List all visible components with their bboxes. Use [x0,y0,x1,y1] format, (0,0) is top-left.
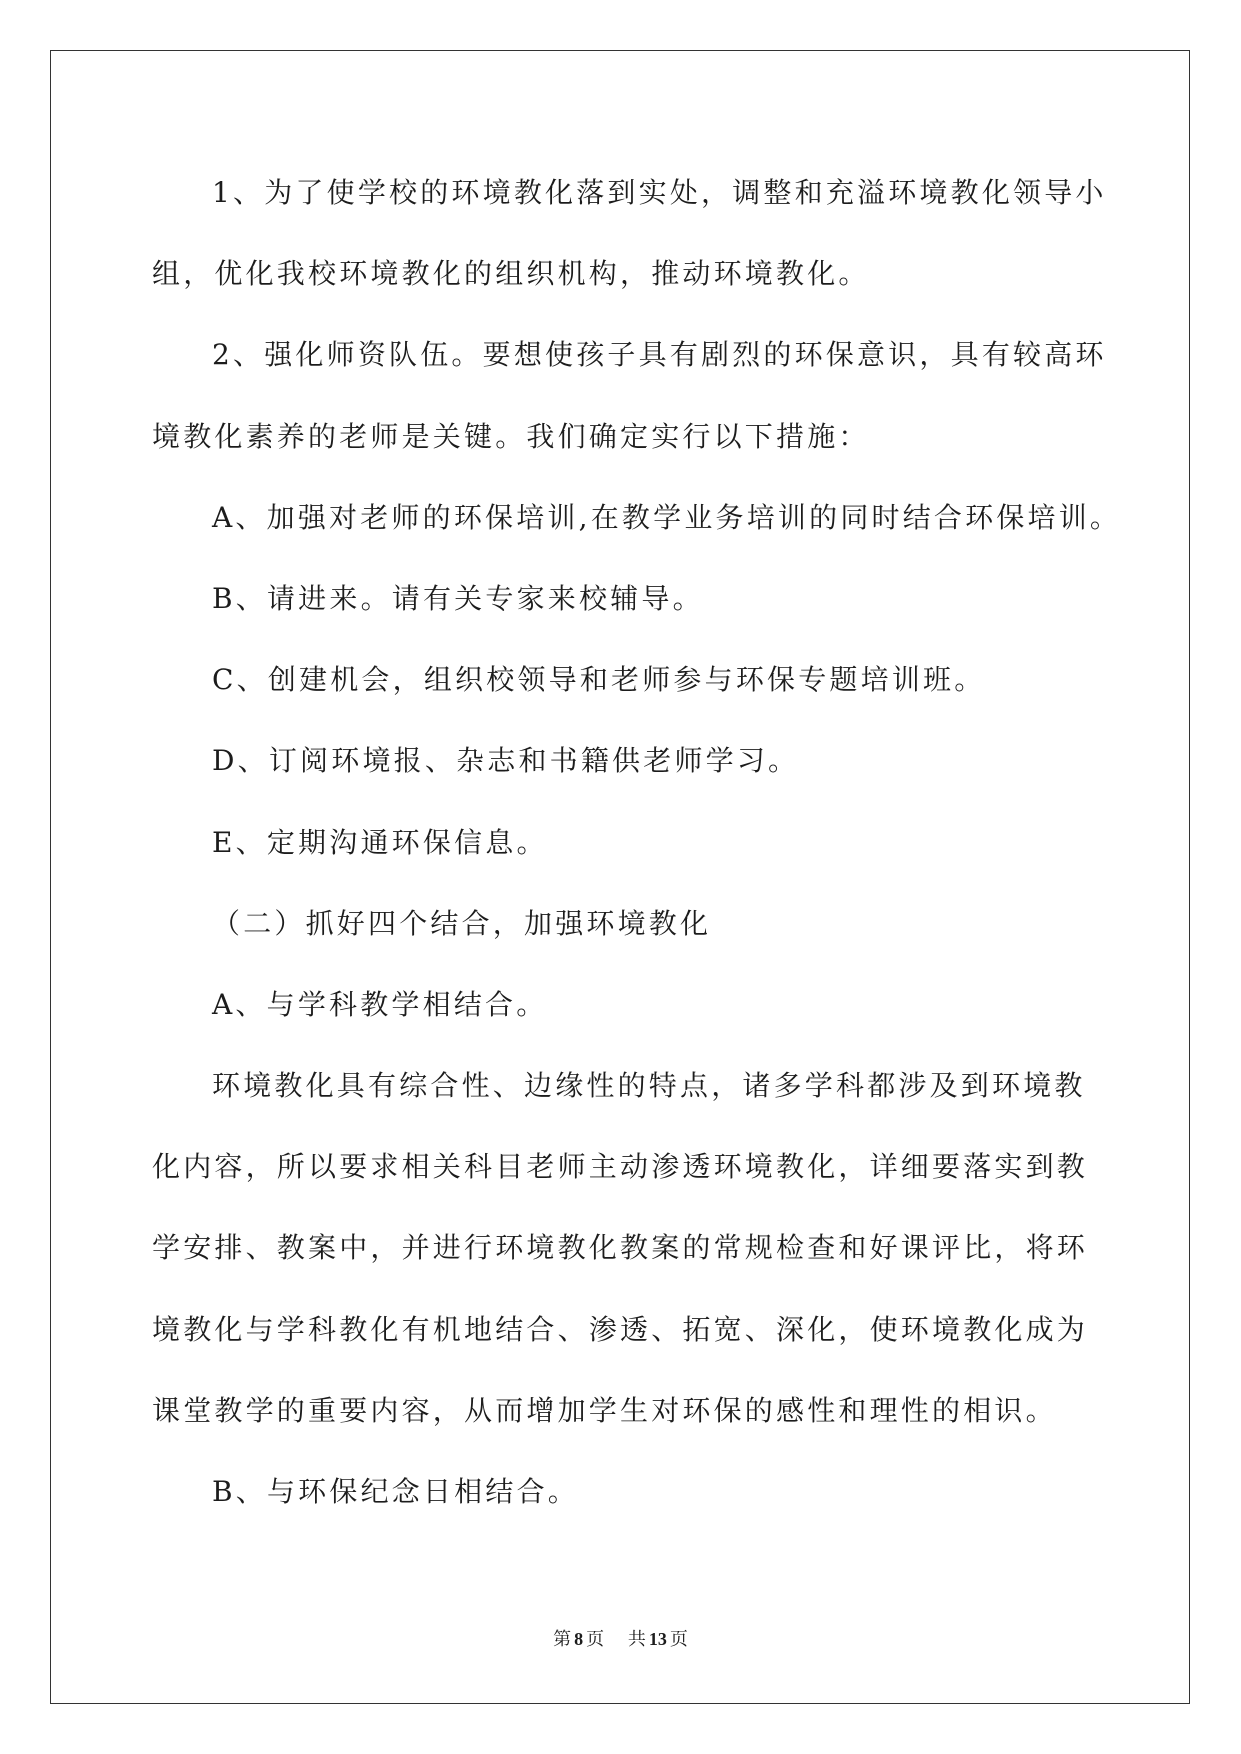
lettered-item [152,477,1152,558]
document-body [152,152,1152,1532]
lettered-item [152,558,1152,639]
text-line: 化内容，所以要求相关科目老师主动渗透环境教化，详细要落实到教 [152,1150,1089,1184]
total-suffix: 页 [669,1629,688,1650]
text-line: B、与环保纪念日相结合。 [212,1475,579,1508]
text-line: A、与学科教学相结合。 [212,987,548,1021]
lettered-item [152,639,1152,720]
page-footer [0,1626,1241,1653]
text-line: 境教化素养的老师是关键。我们确定实行以下措施： [152,419,870,453]
numbered-paragraph [152,152,1152,314]
text-line: E、定期沟通环保信息。 [212,825,548,859]
current-page-indicator [553,1626,604,1653]
text-line: 组，优化我校环境教化的组织机构，推动环境教化。 [152,257,870,291]
text-line: 学安排、教案中，并进行环境教化教案的常规检查和好课评比，将环 [152,1231,1089,1265]
text-line: D、订阅环境报、杂志和书籍供老师学习。 [212,744,800,778]
text-line: A、加强对老师的环保培训,在教学业务培训的同时结合环保培训。 [212,500,1122,534]
text-line: 境教化与学科教化有机地结合、渗透、拓宽、深化，使环境教化成为 [152,1312,1089,1346]
total-prefix: 共 [627,1629,646,1650]
text-line: 环境教化具有综合性、边缘性的特点，诸多学科都涉及到环境教 [212,1069,1086,1103]
text-line: C、创建机会，组织校领导和老师参与环保专题培训班。 [212,663,986,697]
total-pages: 13 [648,1629,667,1649]
lettered-item [152,802,1152,883]
page-suffix: 页 [586,1629,605,1650]
subsection-heading [152,964,1152,1045]
text-line: （二）抓好四个结合，加强环境教化 [212,906,712,940]
body-paragraph [152,1045,1152,1451]
text-line: 1、为了使学校的环境教化落到实处，调整和充溢环境教化领导小 [212,176,1107,209]
section-heading [152,883,1152,964]
text-line: B、请进来。请有关专家来校辅导。 [212,581,704,615]
text-line: 2、强化师资队伍。要想使孩子具有剧烈的环保意识，具有较高环 [212,338,1107,372]
subsection-heading [152,1451,1152,1532]
numbered-paragraph [152,314,1152,476]
page-number: 8 [574,1629,584,1649]
text-line: 课堂教学的重要内容，从而增加学生对环保的感性和理性的相识。 [152,1393,1057,1427]
total-pages-indicator [628,1626,688,1653]
page-prefix: 第 [553,1629,572,1650]
lettered-item [152,720,1152,801]
